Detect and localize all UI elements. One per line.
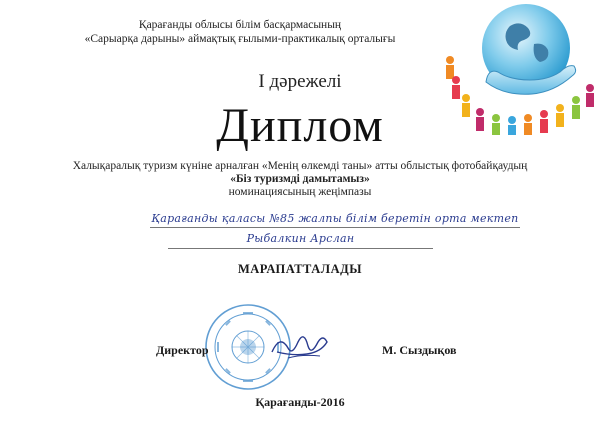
nomination-name: «Біз туризмді дамытамыз» [230,173,370,185]
competition-description: Халықаралық туризм күніне арналған «Менің өлкемді таны» атты облыстық фотобайқаудың [72,160,528,172]
place-and-year: Қарағанды-2016 [255,395,345,409]
recipient-name: Рыбалкин Арслан [246,232,355,245]
handwritten-signature [268,328,340,366]
award-label: МАРАПАТТАЛАДЫ [237,262,363,276]
diploma-title: Диплом [216,99,384,152]
signatory-name: М. Сыздықов [382,343,457,357]
nomination-winner-label: номинациясының жеңімпазы [228,186,372,198]
name-underline [168,248,433,249]
school-underline [150,227,520,228]
signature-role: Директор [156,343,209,357]
degree-label: І дәрежелі [258,71,342,92]
recipient-school: Қарағанды қаласы №85 жалпы білім беретін орта мектеп [151,212,519,225]
issuer-line-2: «Сарыарқа дарыны» аймақтық ғылыми-практикалық орталығы [84,33,396,45]
issuer-line-1: Қарағанды облысы білім басқармасының [138,19,342,31]
